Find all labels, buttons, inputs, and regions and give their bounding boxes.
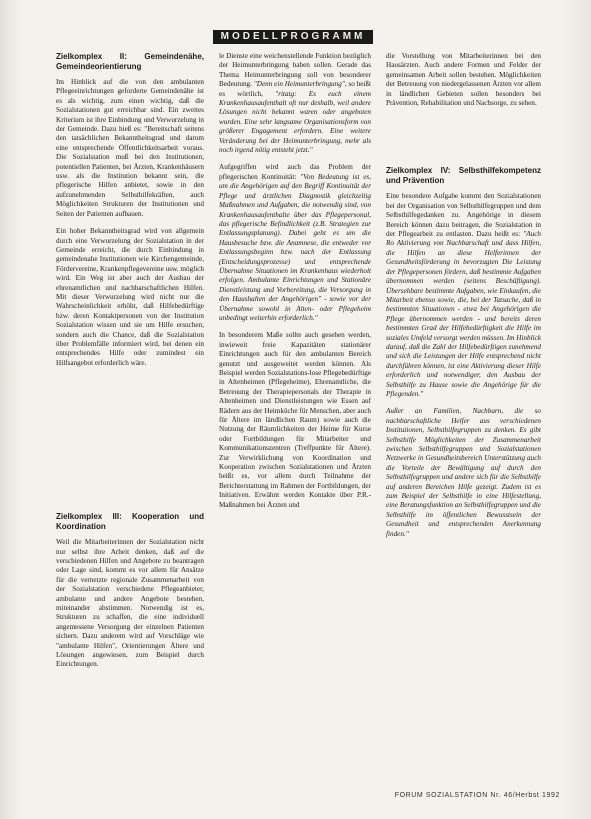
heading-zielkomplex-2: Zielkomplex II: Gemeindenähe, Gemeindeorientierung	[56, 52, 204, 71]
paragraph: Im Hinblick auf die von den ambulanten Pflegeeinrichtungen geforderte Gemeindenähe ist es als wichtig, zum einen wichtig, daß die Sozialstationen gut erreichbar sind. Ein zweites Kriterium ist ihre Einbindung und Verwurzelung in der Gemeinde. Dazu hieß es: "Bereitschaft seitens den tatsächlichen Bekanntheitsgrad und darum eine entsprechende Öffentlichkeitsarbeit voraus. Die Sozialstation muß bei den Institutionen, potentiellen Patienten, bei Ärzten, Krankenhäusern usw. als die Institution bekannt sein, die pflegerische Hilfen anbietet, sowie in den aufzunehmenden Selbsthilfekräften, auch Möglichkeiten Strukturen der Institutionen und Seiten der Patienten aufbauen.	[56, 78, 204, 218]
paragraph	[386, 192, 541, 399]
paragraph: Weil die Mitarbeiterinnen der Sozialstation nicht nur selbst ihre Arbeit denken, daß auf die verschiedenen Hilfen und Angebote zu beantragen oder Lage sind, kommt es vor allem für Ansätze für die vernetzte regionale Zusammenarbeit von der Sozialstation verschiedene Pflegeanbieter, ambulante und andere Angebote bestehen, miteinander abstimmen. Notwendig ist es, Strukturen zu schaffen, die eine individuell angemessene Versorgung der einzelnen Patienten sichern. Dazu anderem wird auf Vorschläge wie "ambulante Hilfen", Orientierungen Ältere und Lösungen angewiesen, zum Beispiel durch Einrichtungen.	[56, 538, 204, 669]
heading-zielkomplex-4: Zielkomplex IV: Selbsthilfekompetenz und Prävention	[386, 166, 541, 186]
paragraph: In besonderem Maße sollte auch gesehen werden, inwieweit freie Kapazitäten stationärer Einrichtungen auch für den ambulanten Bereich genutzt und ausgeweitet werden können. Als Beispiel werden Sozialstations-lose Pflegebedürftige in Altenheimen (Pflegeheime), Ehrenamtliche, die Betreuung der Therapiepersonals der Therapie in Altenheimen und Dienstleistungen wie Essen auf Rädern aus der Heimküche für Menschen, aber auch für Ältere im ländlichen Raum) sowie auch die Nutzung der Räumlichkeiten der Heime für Kurse oder Fortbildungen für Mitarbeiter und Kommunikationszentren (Treffpunkte für Ältere). Zur Verwirklichung von Koordination und Kooperation zwischen Sozialstationen und Ärzten heißt es, vor allem durch Teilnahme der Berichterstattung im Rahmen der Fortbildungen, der Initiativen. Erwähnt werden Kontakte über P.R.-Maßnahmen bei Ärzten und	[219, 331, 371, 509]
text-run: Eine besondere Aufgabe kommt den Sozialstationen bei der Organisation von Selbsthilfegruppen und dem Selbsthilfegedanken zu. Angehörige in diesem Bereich können dazu beitragen, die Sozialstation in der Pflegearbeit zu entlasten. Dazu heißt es:	[386, 192, 541, 239]
text-run: Aufgegriffen wird auch das Problem der pflegerischen Kontinuität:	[219, 163, 371, 181]
text-run: , so heißt es wörtlich,	[219, 80, 372, 98]
page-footer: FORUM SOZIALSTATION Nr. 46/Herbst 1992	[394, 792, 560, 799]
section-header: MODELLPROGRAMM	[213, 30, 373, 44]
italic-quote: "Von Bedeutung ist es, um die Angehörigen auf den Begriff Kontinuität der Pflege und ärztlichen Diagnostik gleichzeitig Maßnahmen und Aufgaben, die notwendig sind, von Krankenhausaufenthalte über das Pflegepersonal, das pflegerische Befindlichkeit (z.B. Strategien zur Entlassungsplanung). Dabei geht es um die Hausbesuche bzw. die Anamnese, die entweder vor Entlassungsbeginn bzw. nach der Entlassung (Entscheidungsprozesse) und entsprechende Übernahme Situationen im Krankenhaus wiederholt erfolgen. Ambulante Einrichtungen und Stationäre Dienstleistung und Vorbereitung, die Versorgung in den Haushalten der Angehörigen" - sowie vor der Übernahme sowohl in Alten- oder Pflegeheim unbedingt weiterhin erforderlich."	[219, 172, 371, 322]
paragraph: die Vorstellung von Mitarbeiterinnen bei den Hausärzten. Auch andere Formen und Felder der gemeinsamen Arbeit sollen bestehen. Möglichkeiten der Betreuung von niedergelassenen Ärzten vor allem in ländlichen Gebieten sollen besonders bei Prävention, Rehabilitation und Nachsorge, zu sehen.	[386, 52, 541, 108]
text-run: le Dienste eine weichenstellende Funktion bezüglich der Heimunterbringung haben sollen. Gerade das Thema Heimunterbringung soll von besonderer Bedeutung.	[219, 52, 371, 89]
italic-quote: "ritatg: Es euch einem Krankenhausaufenthalt oft nur deshalb, weil andere Lösungen nicht bekannt waren oder angeboten wurden. Eine sehr langsame Organisationsform von größerer Engagement erfordern. Eine weitere Veränderung bei der Heimunterbringung, mehr als noch irgend nötig entsteht jetzt."	[219, 89, 371, 155]
column-right	[386, 52, 541, 547]
italic-paragraph: Außer an Familien, Nachbarn, die so nachbarschaftliche Helfer aus verschiedenen Institutionen, Selbsthilfegruppen zu denken. Es gibt Selbsthilfe Möglichkeiten der Zusammenarbeit zwischen Selbsthilfegruppen und Sozialstationen Netzwerke in Gesundheitsbereich Unterstützung auch die Vorteile der Bewältigung auf durch den Selbsthilfegruppen und andere sich für die Selbsthilfe auf anderen Bereichen Hilfe gezeigt. Zudem ist es zum Beispiel der Selbsthilfe in eine Hilfestellung, eine Beratungsfunktion an Selbsthilfegruppen und die Selbsthilfe im öffentlichen Bewusstsein der Gesundheit und entsprechenden Anerkennung finden."	[386, 407, 541, 538]
paragraph	[219, 52, 371, 155]
italic-quote: "Denn ein Heimunterbringung"	[253, 80, 345, 89]
italic-quote: "Auch Ro Aktivierung von Nachbarschaft und dass Hilfen, die Hilfen an diese Helferinnen der Gesundheitsförderung in bevorzugten Die Leistung der Pflegepersonen fördern, daß bestimmte Aufgaben übernommen werden (seitens Beschäftigung). Übersehbare bestimmte Aufgaben, wie Einkaufen, die Mitarbeit ebenso sowie, die, bei der Tatsache, daß in bestimmten Situationen - etwa bei Angehörigen die Pflege übernommen werden - und bereits deren bestimmten Grad der Hilfebedürftigkeit die Hilfe im soziales Umfeld versorgt werden müssen. Im Hinblick darauf, daß die Zahl der Hilfebedürftigen zunehmend und sich die Leistungen der Hilfe entsprechend nicht durchführen können, ist eine Aktivierung dieser Hilfe erforderlich und notwendiger, den Ausbau der Selbsthilfe zu Hause sowie die Angehörige für die Pflegenden."	[386, 230, 541, 398]
heading-zielkomplex-3: Zielkomplex III: Kooperation und Koordination	[56, 512, 204, 532]
column-left	[56, 52, 204, 678]
column-middle	[219, 52, 371, 518]
paragraph: Ein hoher Bekanntheitsgrad wird von allgemein durch eine Verwurzelung der Sozialstation in der Gemeinde erreicht, die durch Einbindung in gemeindenahe Institutionen wie Kirchengemeinde, Fördervereine, Krankenpflegevereine usw. möglich wird. Ein Weg ist aber auch der Ausbau der ehrenamtlichen und nachbarschaftlichen Hilfen. Mit dieser Verwurzelung wird nicht nur die Wahrscheinlichkeit erhöht, daß Hilfebedürftige bzw. deren Kontaktpersonen von der Institution Sozialstation wissen und sie um Hilfe ersuchen, sondern auch die Chance, daß die Sozialstation über Problemfälle informiert wird, bei denen ein entsprechendes Hilfe oder zumindest ein Hilfsangebot erforderlich wäre.	[56, 227, 204, 367]
paragraph	[219, 163, 371, 323]
